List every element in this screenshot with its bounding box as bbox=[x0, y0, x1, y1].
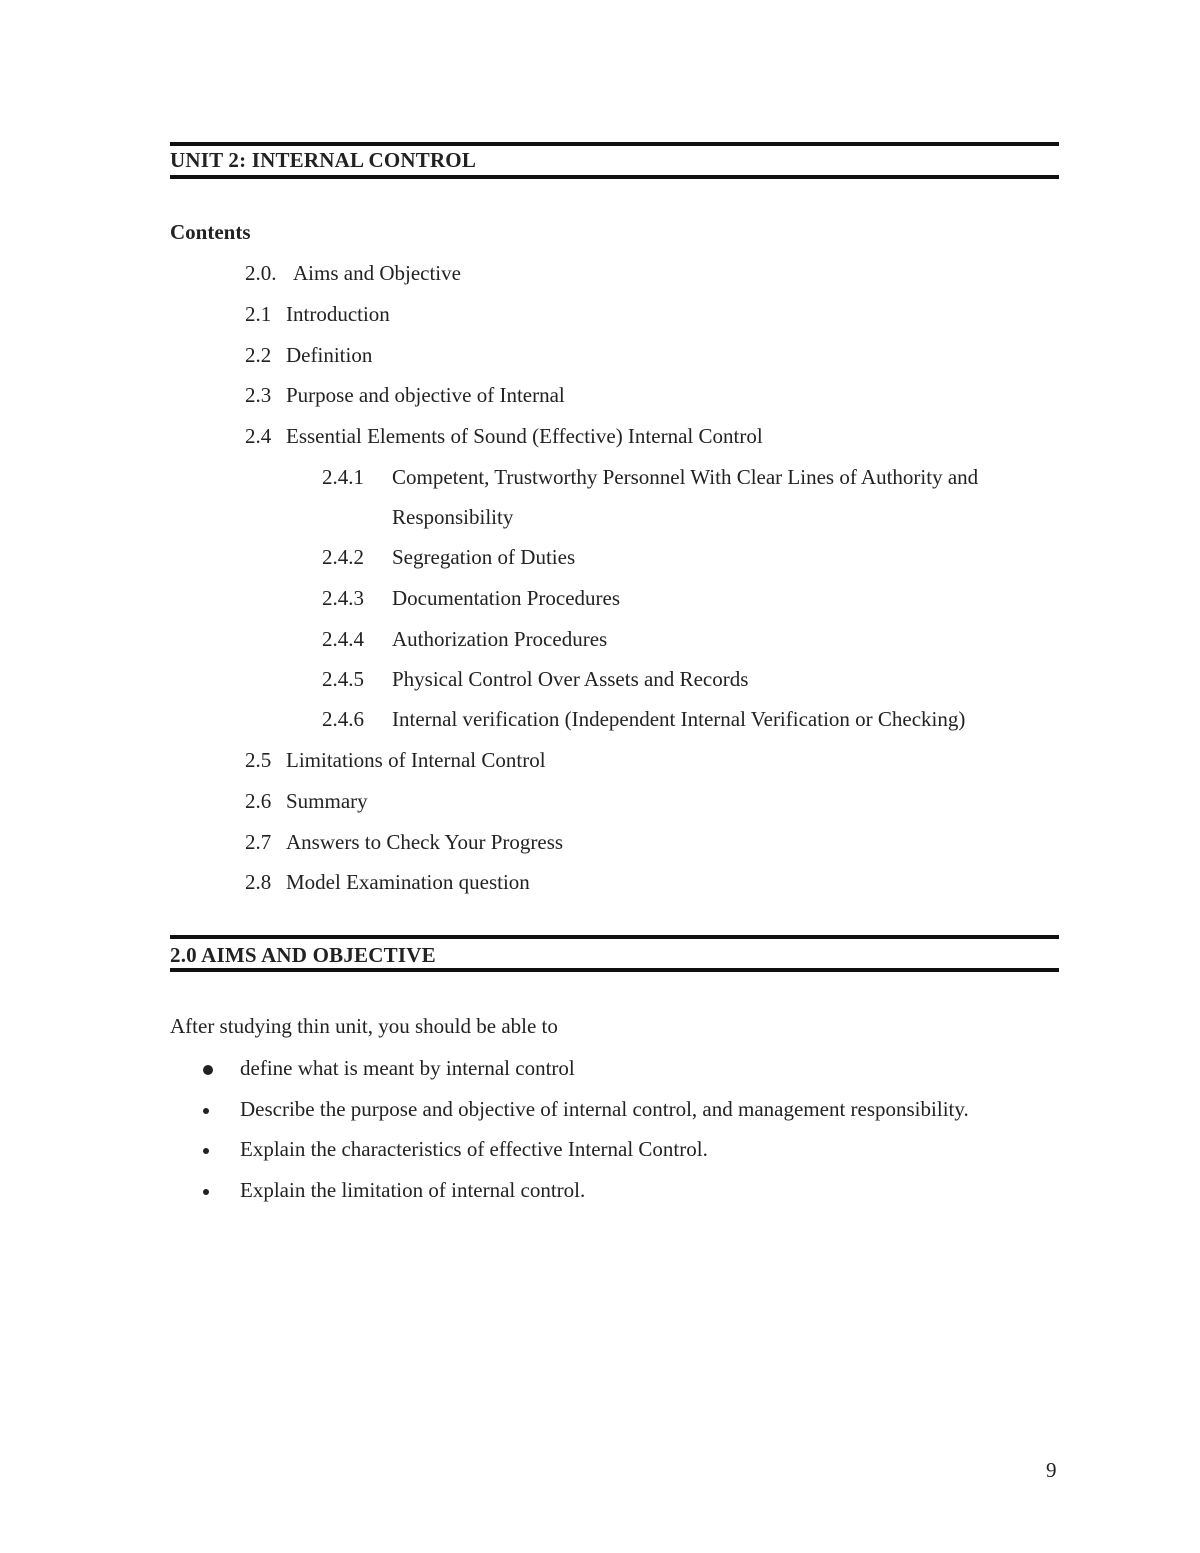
toc-number: 2.6 bbox=[245, 789, 272, 813]
rule-top bbox=[170, 142, 1059, 146]
toc-continuation: Responsibility bbox=[392, 505, 514, 529]
toc-number: 2.7 bbox=[245, 830, 272, 854]
toc-title: Summary bbox=[286, 789, 368, 813]
rule-bottom bbox=[170, 968, 1059, 972]
toc-item bbox=[245, 870, 530, 895]
toc-title: Competent, Trustworthy Personnel With Clear Lines of Authority and bbox=[392, 465, 979, 489]
toc-title: Documentation Procedures bbox=[392, 586, 621, 610]
bullet-item bbox=[200, 1056, 575, 1081]
toc-item bbox=[245, 789, 368, 814]
bullet-icon bbox=[200, 1178, 240, 1203]
toc-item bbox=[245, 830, 563, 855]
bullet-item bbox=[200, 1097, 969, 1122]
toc-number: 2.5 bbox=[245, 748, 272, 772]
intro-text: After studying thin unit, you should be able to bbox=[170, 1014, 558, 1038]
toc-title: Model Examination question bbox=[286, 870, 530, 894]
toc-number: 2.4.5 bbox=[322, 667, 364, 691]
toc-title: Limitations of Internal Control bbox=[286, 748, 546, 772]
toc-title: Internal verification (Independent Internal Verification or Checking) bbox=[392, 707, 966, 731]
rule-bottom bbox=[170, 175, 1059, 179]
bullet-icon bbox=[200, 1056, 240, 1081]
toc-number: 2.4.3 bbox=[322, 586, 364, 610]
toc-title: Physical Control Over Assets and Records bbox=[392, 667, 749, 691]
bullet-item bbox=[200, 1137, 708, 1162]
page-number: 9 bbox=[1046, 1458, 1057, 1482]
toc-number: 2.1 bbox=[245, 302, 272, 326]
toc-subitem bbox=[322, 707, 965, 732]
toc-item bbox=[245, 343, 372, 368]
toc-title: Purpose and objective of Internal bbox=[286, 383, 565, 407]
toc-number: 2.4.6 bbox=[322, 707, 364, 731]
rule-top bbox=[170, 935, 1059, 939]
bullet-text: Describe the purpose and objective of internal control, and management responsibility. bbox=[240, 1097, 969, 1121]
toc-number: 2.0. bbox=[245, 261, 277, 285]
toc-number: 2.3 bbox=[245, 383, 272, 407]
toc-title: Essential Elements of Sound (Effective) Internal Control bbox=[286, 424, 763, 448]
toc-number: 2.8 bbox=[245, 870, 272, 894]
toc-number: 2.4 bbox=[245, 424, 272, 448]
section-heading: 2.0 AIMS AND OBJECTIVE bbox=[170, 943, 436, 967]
contents-label: Contents bbox=[170, 220, 251, 244]
toc-subitem bbox=[322, 627, 607, 652]
toc-item bbox=[245, 748, 546, 773]
toc-item bbox=[245, 302, 390, 327]
toc-subitem bbox=[322, 465, 978, 490]
toc-subitem bbox=[322, 586, 620, 611]
toc-item bbox=[245, 383, 565, 408]
toc-subitem bbox=[322, 545, 575, 570]
toc-number: 2.4.1 bbox=[322, 465, 364, 489]
toc-title: Introduction bbox=[286, 302, 390, 326]
bullet-text: define what is meant by internal control bbox=[240, 1056, 575, 1080]
bullet-icon bbox=[200, 1137, 240, 1162]
toc-subitem bbox=[322, 667, 748, 692]
toc-title: Authorization Procedures bbox=[392, 627, 608, 651]
toc-number: 2.2 bbox=[245, 343, 272, 367]
unit-heading: UNIT 2: INTERNAL CONTROL bbox=[170, 148, 477, 172]
bullet-icon bbox=[200, 1097, 240, 1122]
bullet-item bbox=[200, 1178, 585, 1203]
toc-title: Answers to Check Your Progress bbox=[286, 830, 564, 854]
toc-item bbox=[245, 261, 461, 286]
toc-item bbox=[245, 424, 763, 449]
toc-number: 2.4.2 bbox=[322, 545, 364, 569]
bullet-text: Explain the characteristics of effective Internal Control. bbox=[240, 1137, 708, 1161]
toc-number: 2.4.4 bbox=[322, 627, 364, 651]
toc-title: Definition bbox=[286, 343, 373, 367]
toc-title: Segregation of Duties bbox=[392, 545, 576, 569]
toc-title: Aims and Objective bbox=[293, 261, 461, 285]
bullet-text: Explain the limitation of internal control. bbox=[240, 1178, 586, 1202]
